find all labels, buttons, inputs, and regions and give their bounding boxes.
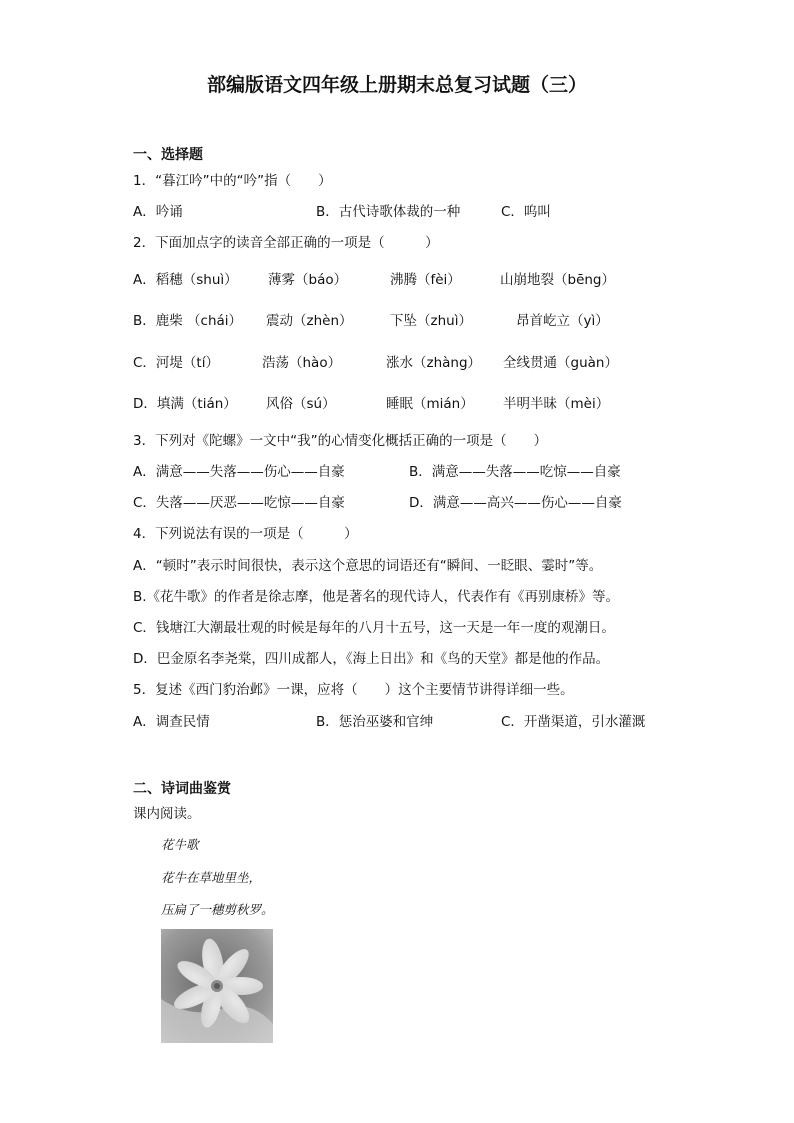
q1-option-b: B．古代诗歌体裁的一种 [316,204,461,220]
q4-stem: 4．下列说法有误的一项是（ ） [133,526,358,542]
q2-rowC-3: 涨水（zhàng） [386,355,482,371]
q3-option-d: D．满意——高兴——伤心——自豪 [409,495,622,511]
reading-intro: 课内阅读。 [133,806,201,822]
q3-option-a: A．满意——失落——伤心——自豪 [133,464,345,480]
q2-rowA-2: 薄雾（báo） [268,272,348,288]
q2-rowD-1: D．填满（tián） [133,396,237,412]
q5-option-c: C．开凿渠道，引水灌溉 [501,714,646,730]
q2-rowD-4: 半明半昧（mèi） [503,396,610,412]
section-heading-choice: 一、选择题 [133,147,203,163]
q4-option-c: C．钱塘江大潮最壮观的时候是每年的八月十五号，这一天是一年一度的观潮日。 [133,620,615,636]
section-heading-poetry: 二、诗词曲鉴赏 [133,781,231,797]
q2-rowB-3: 下坠（zhuì） [390,313,472,329]
q4-option-d: D．巴金原名李尧棠，四川成都人，《海上日出》和《鸟的天堂》都是他的作品。 [133,651,610,667]
q2-rowD-2: 风俗（sú） [266,396,336,412]
q3-stem: 3．下列对《陀螺》一文中“我”的心情变化概括正确的一项是（ ） [133,433,548,449]
q2-rowA-1: A．稻穗（shuì） [133,272,238,288]
q2-rowB-1: B．鹿柴 （chái） [133,313,243,329]
poem-title: 花牛歌 [161,837,199,852]
q2-stem: 2．下面加点字的读音全部正确的一项是（ ） [133,235,439,251]
q1-option-c: C．呜叫 [501,204,551,220]
q2-rowD-3: 睡眠（mián） [386,396,474,412]
q3-option-b: B．满意——失落——吃惊——自豪 [409,464,621,480]
q3-option-c: C．失落——厌恶——吃惊——自豪 [133,495,345,511]
q5-stem: 5．复述《西门豹治邺》一课，应将（ ）这个主要情节讲得详细一些。 [133,682,574,698]
q5-option-a: A．调查民情 [133,714,210,730]
poem-line-1: 花牛在草地里坐， [161,870,262,885]
q1-stem: 1．“暮江吟”中的“吟”指（ ） [133,173,332,189]
q2-rowA-4: 山崩地裂（bēng） [500,272,616,288]
q2-rowB-4: 昂首屹立（yì） [516,313,609,329]
q2-rowC-1: C．河堤（tí） [133,355,219,371]
q4-option-a: A．“顿时”表示时间很快，表示这个意思的词语还有“瞬间、一眨眼、霎时”等。 [133,558,603,574]
poem-line-2: 压扁了一穗剪秋罗。 [161,902,274,917]
page-title: 部编版语文四年级上册期末总复习试题（三） [206,74,587,96]
q5-option-b: B．惩治巫婆和官绅 [316,714,434,730]
q2-rowC-4: 全线贯通（guàn） [503,355,618,371]
q2-rowC-2: 浩荡（hào） [262,355,342,371]
q2-rowB-2: 震动（zhèn） [266,313,353,329]
q1-option-a: A．吟诵 [133,204,183,220]
flower-photo [161,929,273,1043]
q2-rowA-3: 沸腾（fèi） [390,272,461,288]
q4-option-b: B.《花牛歌》的作者是徐志摩，他是著名的现代诗人，代表作有《再别康桥》等。 [133,589,620,605]
